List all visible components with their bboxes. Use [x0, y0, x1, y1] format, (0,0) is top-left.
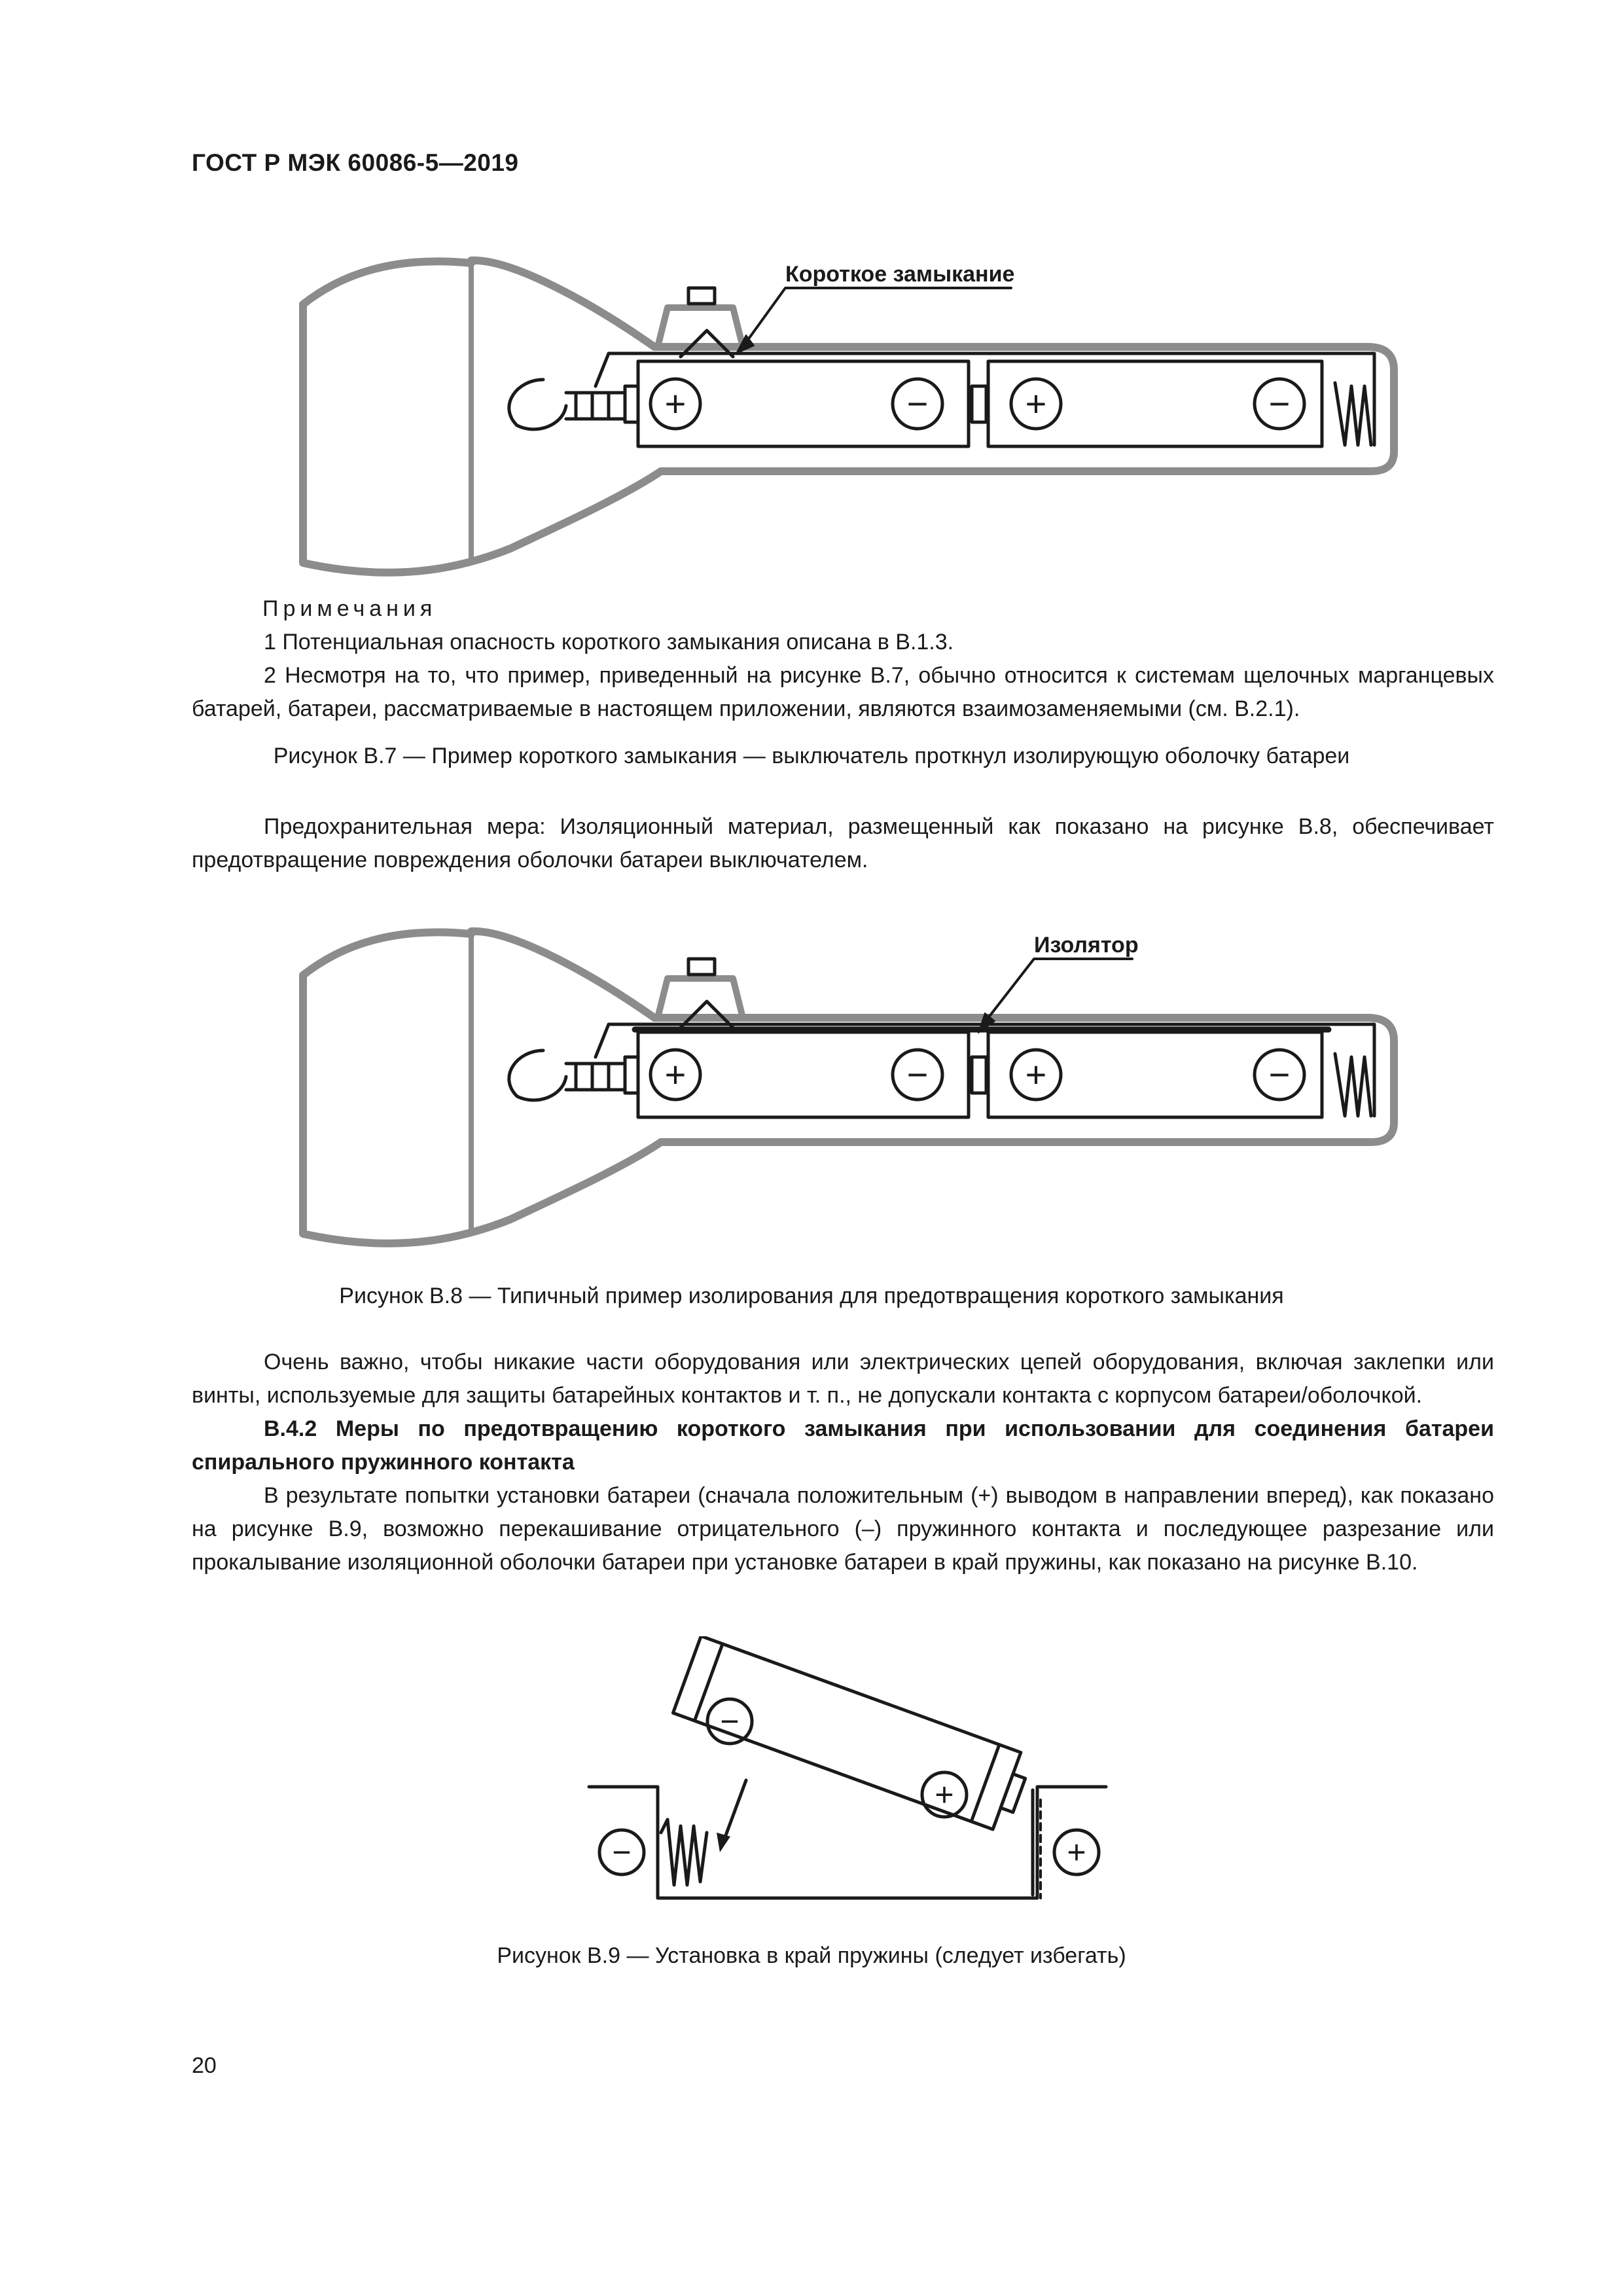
end-spring: [1335, 1054, 1371, 1116]
caption-figure-b8: Рисунок B.8 — Типичный пример изолирования для предотвращения короткого замыкания: [339, 1283, 1284, 1308]
battery-2-cap: [972, 386, 986, 422]
battery-1-cap: [625, 386, 638, 422]
end-spring: [1335, 383, 1371, 445]
switch-button: [688, 288, 715, 304]
compartment-minus-icon: −: [612, 1834, 632, 1871]
section-b42-heading: B.4.2 Меры по предотвращению короткого замыкания при использовании для соединения батареи спирального пружинного контакта: [192, 1416, 1494, 1475]
switch-button: [688, 959, 715, 975]
switch-housing: [658, 978, 743, 1018]
figure-b7-short-circuit: [0, 0, 1623, 589]
battery-2-cap: [972, 1057, 986, 1093]
caption-figure-b9: Рисунок B.9 — Установка в край пружины (следует избегать): [497, 1943, 1126, 1968]
label-short-circuit: Короткое замыкание: [785, 262, 1015, 287]
paragraph-safety-measure: [192, 810, 1494, 877]
label-leader-b7: [743, 288, 1011, 347]
switch-housing: [658, 308, 743, 347]
note-2: 2 Несмотря на то, что пример, приведенный на рисунке B.7, обычно относится к системам щелочных марганцевых батарей, батареи, рассматриваемые в настоящем приложении, являются взаимозаменяемыми (см. B.2.1).: [192, 663, 1494, 721]
battery-compartment: [589, 1787, 1106, 1898]
document-header: ГОСТ Р МЭК 60086-5—2019: [192, 149, 519, 176]
battery-plus-icon: +: [935, 1776, 954, 1813]
battery-2-minus-icon: −: [1268, 383, 1291, 424]
label-insulator: Изолятор: [1034, 933, 1139, 958]
paragraph-safety-text: Предохранительная мера: Изоляционный материал, размещенный как показано на рисунке B.8, обеспечивает предотвращение повреждения оболочки батареи выключателем.: [192, 814, 1494, 872]
battery-2-plus-icon: +: [1025, 383, 1047, 424]
paragraph-important: Очень важно, чтобы никакие части оборудования или электрических цепей оборудования, включая заклепки или винты, используемые для защиты батарейных контактов и т. п., не допускали контакта с корпусом батареи/оболочкой.: [192, 1350, 1494, 1408]
battery-1-minus-icon: −: [906, 383, 929, 424]
battery-1-plus-icon: +: [664, 1054, 687, 1095]
compartment-plus-icon: +: [1067, 1834, 1086, 1871]
note-1: 1 Потенциальная опасность короткого замыкания описана в B.1.3.: [264, 630, 954, 655]
notes-heading: Примечания: [262, 596, 437, 621]
figure-b9-spring-edge: [0, 1636, 1623, 1931]
battery-1-cap: [625, 1057, 638, 1093]
caption-figure-b7: Рисунок B.7 — Пример короткого замыкания — выключатель проткнул изолирующую оболочку батареи: [273, 744, 1350, 768]
bulb-socket: [509, 380, 625, 429]
page-number: 20: [192, 2053, 217, 2078]
bulb-socket: [509, 1050, 625, 1100]
indicator-arrow: [723, 1780, 746, 1842]
notes-block: [192, 592, 1494, 726]
battery-2-minus-icon: −: [1268, 1054, 1291, 1095]
figure-b8-insulator: [0, 903, 1623, 1270]
battery-1-minus-icon: −: [906, 1054, 929, 1095]
battery-1-plus-icon: +: [664, 383, 687, 424]
section-b42-text: В результате попытки установки батареи (сначала положительным (+) выводом в направлении вперед), как показано на рисунке B.9, возможно перекашивание отрицательного (–) пружинного контакта и последующее разрезание или прокалывание изоляционной оболочки батареи при установке батареи в край пружины, как показано на рисунке B.10.: [192, 1483, 1494, 1575]
negative-spring: [661, 1820, 707, 1885]
battery-2-plus-icon: +: [1025, 1054, 1047, 1095]
main-text-block: [192, 1346, 1494, 1579]
battery-minus-icon: −: [720, 1703, 740, 1740]
